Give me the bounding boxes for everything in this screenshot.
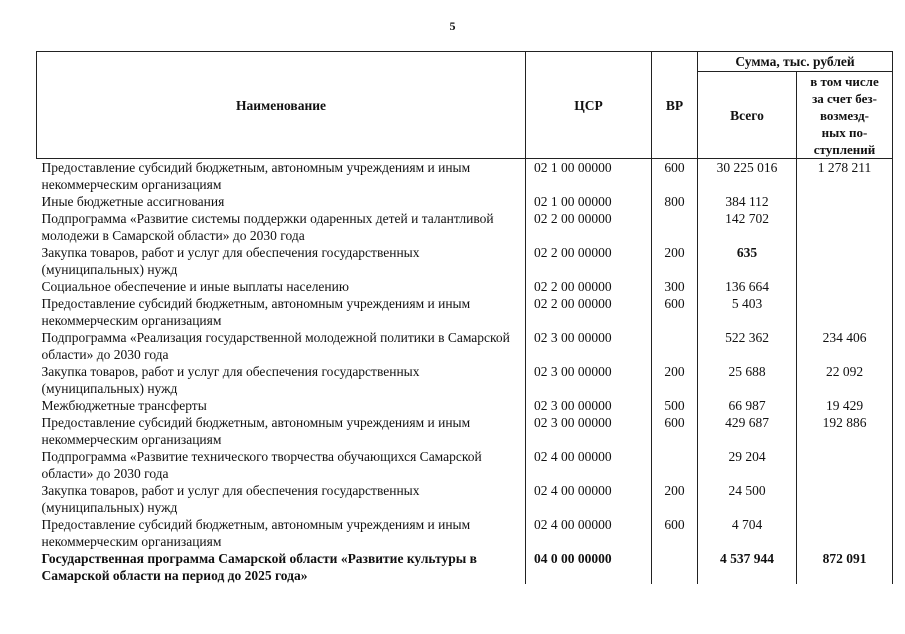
row-name: Закупка товаров, работ и услуг для обеспечения государственных (муниципальных) нужд: [41, 364, 420, 396]
row-vr: 600: [652, 516, 698, 550]
row-name: Закупка товаров, работ и услуг для обеспечения государственных (муниципальных) нужд: [41, 245, 420, 277]
row-name: Предоставление субсидий бюджетным, автономным учреждениям и иным некоммерческим организациям: [41, 160, 471, 192]
row-vr: 600: [652, 414, 698, 448]
row-total: 4 704: [698, 516, 797, 550]
row-free: [797, 516, 893, 550]
row-total: 635: [698, 244, 797, 278]
header-free-line: ступлений: [813, 141, 876, 157]
table-row: [37, 159, 893, 194]
row-total: 24 500: [698, 482, 797, 516]
row-total: 29 204: [698, 448, 797, 482]
header-name: Наименование: [37, 52, 526, 159]
row-free: [797, 448, 893, 482]
row-name: Подпрограмма «Развитие технического творчества обучающихся Самарской области» до 2030 года: [41, 449, 482, 481]
row-vr: [652, 329, 698, 363]
row-vr: 200: [652, 244, 698, 278]
row-free: 22 092: [797, 363, 893, 397]
table-row: [37, 244, 893, 278]
row-csr: 02 4 00 00000: [526, 482, 652, 516]
table-row: [37, 193, 893, 210]
header-free-line: ных по-: [821, 124, 868, 140]
row-name: Предоставление субсидий бюджетным, автономным учреждениям и иным некоммерческим организациям: [41, 517, 471, 549]
row-free: [797, 193, 893, 210]
table-body: [37, 159, 893, 585]
header-free-line: возмезд-: [820, 107, 869, 123]
row-vr: 600: [652, 159, 698, 194]
row-free: [797, 295, 893, 329]
row-csr: 02 2 00 00000: [526, 278, 652, 295]
row-free: [797, 210, 893, 244]
table-row: [37, 397, 893, 414]
row-total: 136 664: [698, 278, 797, 295]
table-header: [37, 52, 893, 159]
row-free: [797, 278, 893, 295]
row-total: 66 987: [698, 397, 797, 414]
row-total: 5 403: [698, 295, 797, 329]
row-free: 1 278 211: [797, 159, 893, 194]
row-csr: 02 3 00 00000: [526, 397, 652, 414]
row-vr: 200: [652, 482, 698, 516]
row-name: Предоставление субсидий бюджетным, автономным учреждениям и иным некоммерческим организациям: [41, 415, 471, 447]
row-name: Предоставление субсидий бюджетным, автономным учреждениям и иным некоммерческим организациям: [41, 296, 471, 328]
header-free-line: за счет без-: [812, 90, 877, 106]
row-vr: 200: [652, 363, 698, 397]
header-total: Всего: [698, 72, 797, 159]
row-vr: [652, 550, 698, 584]
header-csr: ЦСР: [526, 52, 652, 159]
row-vr: 800: [652, 193, 698, 210]
header-sum: Сумма, тыс. рублей: [698, 52, 893, 72]
row-vr: 500: [652, 397, 698, 414]
row-total: 429 687: [698, 414, 797, 448]
row-total: 30 225 016: [698, 159, 797, 194]
row-free: 19 429: [797, 397, 893, 414]
row-csr: 02 2 00 00000: [526, 244, 652, 278]
row-csr: 02 3 00 00000: [526, 414, 652, 448]
page-number: 5: [449, 19, 456, 33]
row-name: Социальное обеспечение и иные выплаты населению: [41, 279, 349, 294]
row-csr: 02 2 00 00000: [526, 210, 652, 244]
table-row: [37, 278, 893, 295]
row-csr: 02 2 00 00000: [526, 295, 652, 329]
table-row: [37, 448, 893, 482]
row-csr: 02 1 00 00000: [526, 193, 652, 210]
header-free: [797, 72, 893, 159]
table-row: [37, 550, 893, 584]
row-vr: 600: [652, 295, 698, 329]
header-free-line: в том числе: [810, 73, 879, 89]
table-row: [37, 210, 893, 244]
row-free: 872 091: [797, 550, 893, 584]
row-total: 384 112: [698, 193, 797, 210]
table-row: [37, 329, 893, 363]
table-row: [37, 363, 893, 397]
table-row: [37, 414, 893, 448]
row-free: [797, 482, 893, 516]
row-vr: [652, 210, 698, 244]
row-csr: 02 4 00 00000: [526, 516, 652, 550]
row-free: 192 886: [797, 414, 893, 448]
row-free: 234 406: [797, 329, 893, 363]
table-row: [37, 482, 893, 516]
row-csr: 02 3 00 00000: [526, 329, 652, 363]
row-csr: 04 0 00 00000: [526, 550, 652, 584]
row-vr: 300: [652, 278, 698, 295]
row-name: Государственная программа Самарской области «Развитие культуры в Самарской области на период до 2025 года»: [41, 551, 477, 583]
row-total: 522 362: [698, 329, 797, 363]
row-csr: 02 3 00 00000: [526, 363, 652, 397]
budget-table: [36, 51, 893, 584]
row-name: Подпрограмма «Реализация государственной молодежной политики в Самарской области» до 2030 года: [41, 330, 510, 362]
row-name: Межбюджетные трансферты: [41, 398, 207, 413]
table-row: [37, 516, 893, 550]
row-total: 4 537 944: [698, 550, 797, 584]
row-csr: 02 4 00 00000: [526, 448, 652, 482]
header-vr: ВР: [652, 52, 698, 159]
row-total: 25 688: [698, 363, 797, 397]
row-vr: [652, 448, 698, 482]
table-row: [37, 295, 893, 329]
row-name: Подпрограмма «Развитие системы поддержки одаренных детей и талантливой молодежи в Самарской области» до 2030 года: [41, 211, 494, 243]
row-name: Закупка товаров, работ и услуг для обеспечения государственных (муниципальных) нужд: [41, 483, 420, 515]
row-name: Иные бюджетные ассигнования: [41, 194, 225, 209]
row-total: 142 702: [698, 210, 797, 244]
row-free: [797, 244, 893, 278]
row-csr: 02 1 00 00000: [526, 159, 652, 194]
